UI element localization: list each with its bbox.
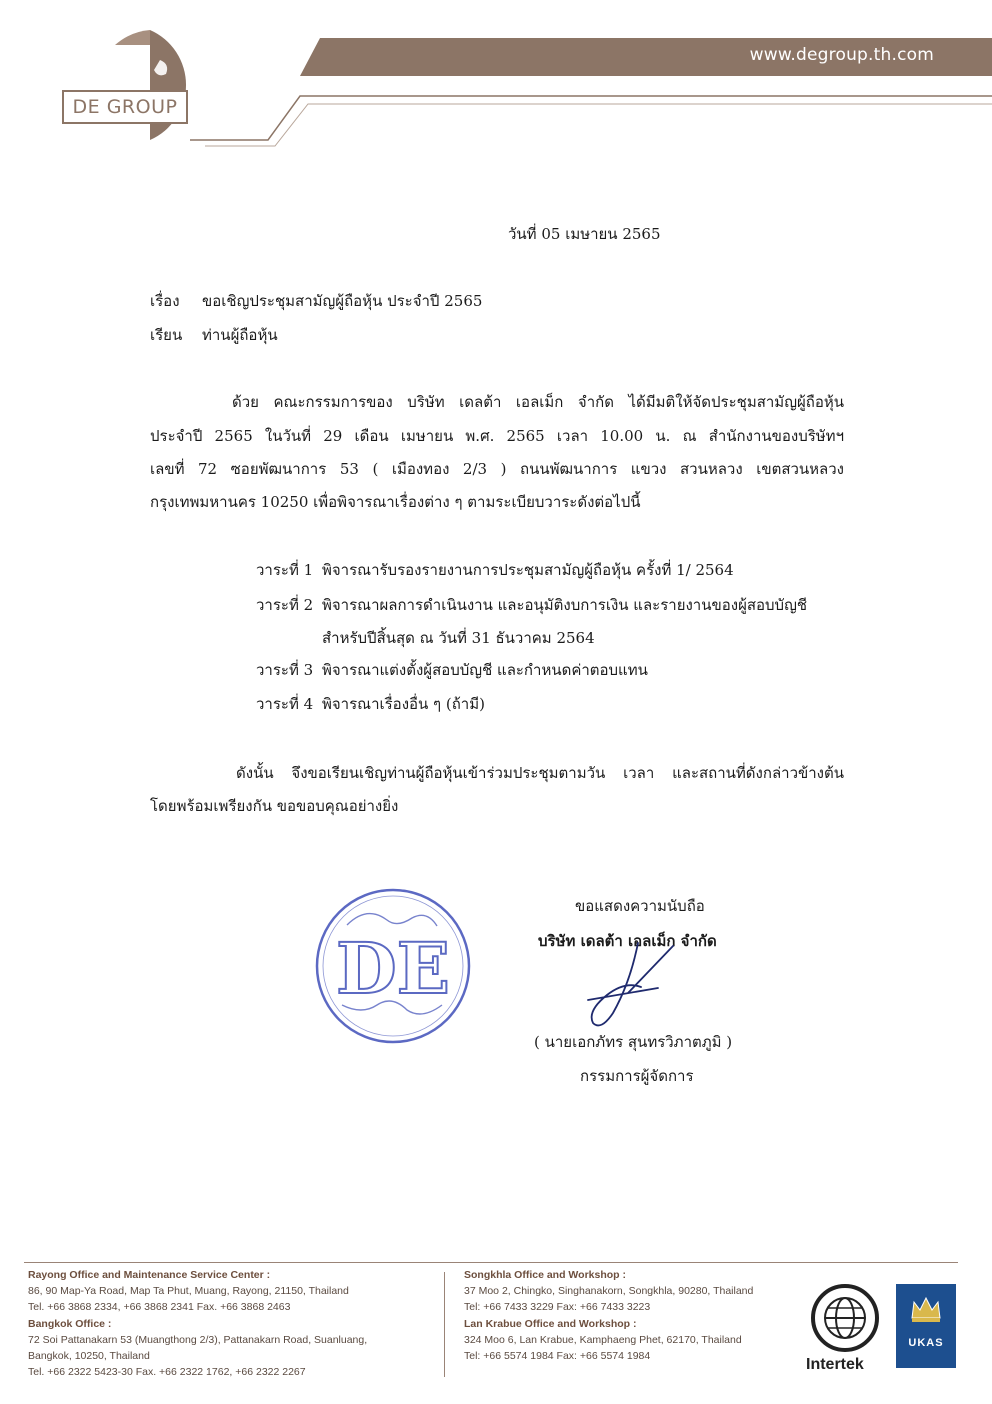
agenda-item-continuation: สำหรับปีสิ้นสุด ณ วันที่ 31 ธันวาคม 2564 bbox=[322, 629, 595, 647]
agenda-item-label: วาระที่ 1 bbox=[256, 561, 314, 579]
bangkok-office-address: 72 Soi Pattanakarn 53 (Muangthong 2/3), Pattanakarn Road, Suanluang, bbox=[28, 1334, 368, 1346]
agenda-item-text: พิจารณารับรองรายงานการประชุมสามัญผู้ถือหุ้น ครั้งที่ 1/ 2564 bbox=[322, 561, 734, 579]
paragraph-2-line: ดังนั้น จึงขอเรียนเชิญท่านผู้ถือหุ้นเข้าร่วมประชุมตามวัน เวลา และสถานที่ดังกล่าวข้างต้น bbox=[236, 764, 844, 782]
lankrabue-office-address: 324 Moo 6, Lan Krabue, Kamphaeng Phet, 62170, Thailand bbox=[464, 1334, 742, 1346]
agenda-item-text: พิจารณาแต่งตั้งผู้สอบบัญชี และกำหนดค่าตอบแทน bbox=[322, 661, 648, 679]
company-stamp bbox=[312, 885, 474, 1047]
paragraph-2-line: โดยพร้อมเพรียงกัน ขอขอบคุณอย่างยิ่ง bbox=[150, 797, 399, 815]
songkhla-office-heading: Songkhla Office and Workshop : bbox=[464, 1269, 626, 1281]
signature bbox=[578, 938, 688, 1038]
signer-name: ( นายเอกภัทร สุนทรวิภาตภูมิ ) bbox=[534, 1033, 733, 1051]
ukas-label: UKAS bbox=[908, 1337, 944, 1349]
agenda-item-text: พิจารณาเรื่องอื่น ๆ (ถ้ามี) bbox=[322, 695, 485, 713]
lankrabue-office-heading: Lan Krabue Office and Workshop : bbox=[464, 1318, 637, 1330]
paragraph-1-line: ประจำปี 2565 ในวันที่ 29 เดือน เมษายน พ.ศ. 2565 เวลา 10.00 น. ณ สำนักงานของบริษัทฯ bbox=[150, 427, 844, 445]
header-graphic bbox=[0, 0, 992, 150]
paragraph-1-line: ด้วย คณะกรรมการของ บริษัท เดลต้า เอลเม็ก จำกัด ได้มีมติให้จัดประชุมสามัญผู้ถือหุ้น bbox=[232, 393, 844, 411]
iso-certification-icon bbox=[808, 1282, 882, 1354]
closing-phrase: ขอแสดงความนับถือ bbox=[575, 897, 705, 915]
rayong-office-heading: Rayong Office and Maintenance Service Center : bbox=[28, 1269, 271, 1281]
crown-icon bbox=[896, 1284, 956, 1334]
rayong-office-address: 86, 90 Map-Ya Road, Map Ta Phut, Muang, Rayong, 21150, Thailand bbox=[28, 1285, 349, 1297]
paragraph-1-line: เลขที่ 72 ซอยพัฒนาการ 53 ( เมืองทอง 2/3 ) ถนนพัฒนาการ แขวง สวนหลวง เขตสวนหลวง bbox=[150, 460, 844, 478]
recipient-label: เรียน bbox=[150, 326, 183, 344]
songkhla-office-phone: Tel: +66 7433 3229 Fax: +66 7433 3223 bbox=[464, 1301, 651, 1313]
paragraph-1-line: กรุงเทพมหานคร 10250 เพื่อพิจารณาเรื่องต่าง ๆ ตามระเบียบวาระดังต่อไปนี้ bbox=[150, 493, 641, 511]
stamp-text: DE bbox=[335, 927, 451, 1010]
songkhla-office-address: 37 Moo 2, Chingko, Singhanakorn, Songkhla, 90280, Thailand bbox=[464, 1285, 754, 1297]
bangkok-office-address: Bangkok, 10250, Thailand bbox=[28, 1350, 150, 1362]
recipient-text: ท่านผู้ถือหุ้น bbox=[202, 326, 278, 344]
company-name: บริษัท เดลต้า เอลเม็ก จำกัด bbox=[538, 932, 717, 950]
agenda-item-label: วาระที่ 4 bbox=[256, 695, 314, 713]
rayong-office-phone: Tel. +66 3868 2334, +66 3868 2341 Fax. +66 3868 2463 bbox=[28, 1301, 291, 1313]
bangkok-office-heading: Bangkok Office : bbox=[28, 1318, 112, 1330]
agenda-item-text: พิจารณาผลการดำเนินงาน และอนุมัติงบการเงิน และรายงานของผู้สอบบัญชี bbox=[322, 596, 808, 614]
lankrabue-office-phone: Tel: +66 5574 1984 Fax: +66 5574 1984 bbox=[464, 1350, 651, 1362]
bangkok-office-phone: Tel. +66 2322 5423-30 Fax. +66 2322 1762, +66 2322 2267 bbox=[28, 1366, 306, 1378]
ukas-certification-badge bbox=[896, 1284, 956, 1368]
intertek-logo: Intertek bbox=[806, 1356, 864, 1373]
subject-text: ขอเชิญประชุมสามัญผู้ถือหุ้น ประจำปี 2565 bbox=[202, 292, 483, 310]
signer-position: กรรมการผู้จัดการ bbox=[580, 1067, 694, 1085]
brand-logo: DE GROUP bbox=[62, 90, 188, 124]
footer-column-divider bbox=[444, 1272, 445, 1377]
letter-date: วันที่ 05 เมษายน 2565 bbox=[508, 225, 661, 243]
subject-label: เรื่อง bbox=[150, 292, 180, 310]
agenda-item-label: วาระที่ 2 bbox=[256, 596, 314, 614]
footer-divider bbox=[24, 1262, 958, 1263]
website-url: www.degroup.th.com bbox=[749, 45, 934, 65]
agenda-item-label: วาระที่ 3 bbox=[256, 661, 314, 679]
